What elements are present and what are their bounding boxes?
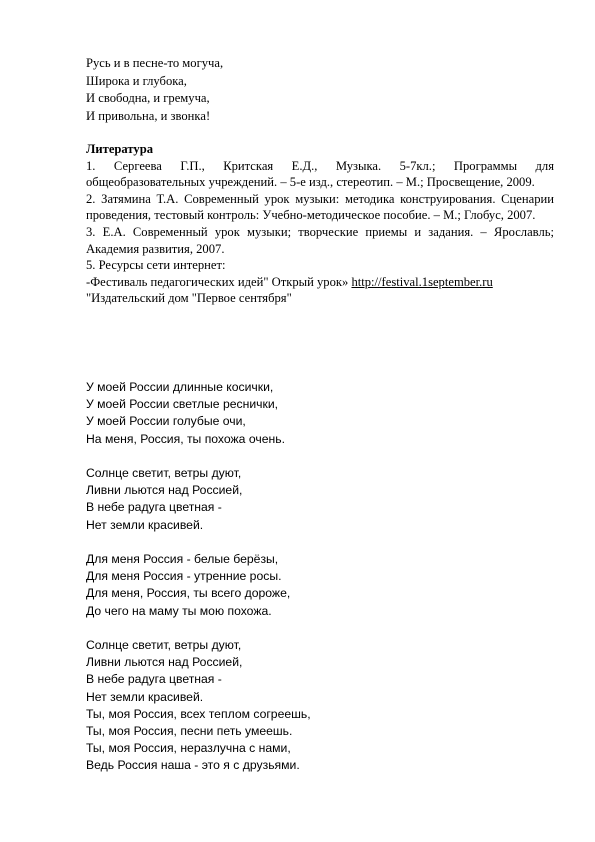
poem-line: Солнце светит, ветры дуют, [86,466,242,480]
poem-line: Ведь Россия наша - это я с друзьями. [86,758,300,773]
poem-line: Нет земли красивей. [86,689,204,704]
poem-stanza [86,637,311,775]
literature-item-5-title: 5. Ресурсы сети интернет: [86,258,226,273]
poem-line: У моей России длинные косички, [86,380,274,394]
poem-line: И привольна, и звонка! [86,108,211,123]
festival-text: -Фестиваль педагогических идей" Открый урок» [86,274,352,289]
literature-item-5-line1 [86,274,554,291]
poem-line: Нет земли красивей. [86,517,204,532]
poem-stanza [86,379,311,448]
poem-line: В небе радуга цветная - [86,672,222,687]
literature-item-1: 1. Сергеева Г.П., Критская Е.Д., Музыка. 5-7кл.; Программы для общеобразовательных учреждений. – 5-е изд., стереотип. – М.; Просвещение, 2009. [86,158,554,190]
poem-line: И свободна, и гремуча, [86,91,210,105]
poem-stanza [86,551,311,620]
poem-stanza [86,465,311,534]
festival-link[interactable]: http://festival.1september.ru [351,274,493,289]
poem-line: До чего на маму ты мою похожа. [86,603,272,618]
poem-line: У моей России голубые очи, [86,414,246,429]
russia-poem [86,379,311,775]
poem-line: Ливни льются над Россией, [86,483,243,498]
poem-line: Русь и в песне-то могуча, [86,56,224,70]
literature-item-5-line2: "Издательский дом "Первое сентября" [86,291,292,306]
literature-item-2: 2. Затямина Т.А. Современный урок музыки: методика конструирования. Сценарии проведения, тестовый контроль: Учебно-методическое пособие. – М.; Глобус, 2007. [86,191,554,223]
poem-line: Ливни льются над Россией, [86,655,243,670]
literature-item-3: 3. Е.А. Современный урок музыки; творческие приемы и задания. – Ярославль; Академия развития, 2007. [86,224,554,256]
poem-line: Солнце светит, ветры дуют, [86,638,242,652]
poem-line: Для меня Россия - утренние росы. [86,569,282,584]
poem-line: В небе радуга цветная - [86,500,222,515]
literature-section [86,141,554,307]
poem-line: Широка и глубока, [86,73,187,88]
poem-line: Ты, моя Россия, песни петь умеешь. [86,724,293,739]
poem-line: Ты, моя Россия, неразлучна с нами, [86,741,291,756]
poem-line: Для меня Россия - белые берёзы, [86,552,279,566]
poem-line: У моей России светлые реснички, [86,397,279,412]
poem-line: На меня, Россия, ты похожа очень. [86,431,285,446]
poem-line: Ты, моя Россия, всех теплом согреешь, [86,706,311,721]
literature-heading: Литература [86,142,154,156]
intro-poem [86,55,223,125]
poem-line: Для меня, Россия, ты всего дороже, [86,586,291,601]
